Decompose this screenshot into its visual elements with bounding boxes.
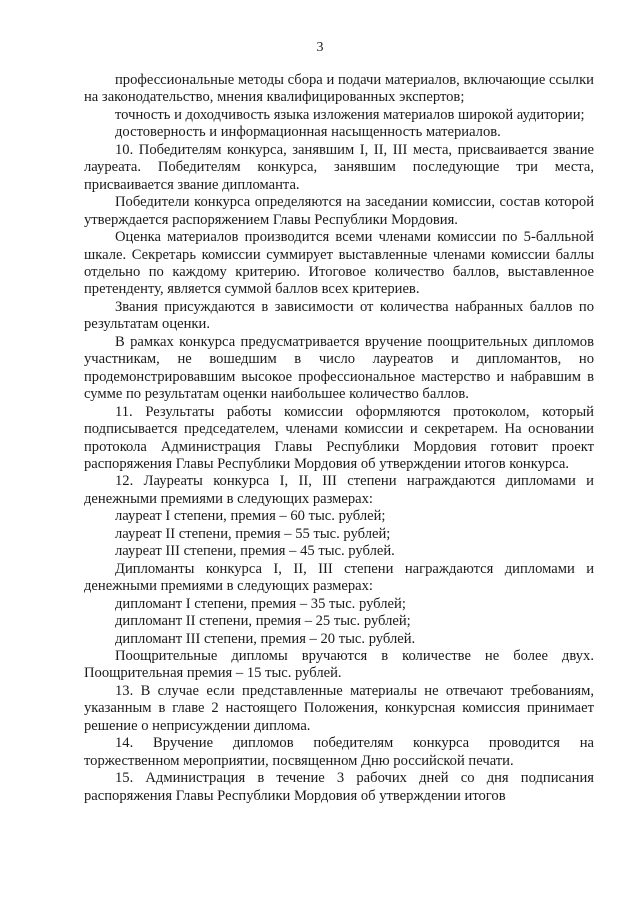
paragraph: достоверность и информационная насыщенность материалов.	[115, 124, 501, 141]
list-item: лауреат II степени, премия – 55 тыс. рублей;	[115, 525, 391, 542]
paragraph: 10. Победителям конкурса, занявшим I, II, III места, присваивается звание лауреата. Победителям конкурса, занявшим последующие три места, присваивается звание дипломанта.	[84, 141, 594, 193]
paragraph: профессиональные методы сбора и подачи материалов, включающие ссылки на законодательство, мнения квалифицированных экспертов;	[84, 72, 594, 106]
paragraph: В рамках конкурса предусматривается вручение поощрительных дипломов участникам, не вошедшим в число лауреатов и дипломантов, но продемонстрировавшим высокое профессиональное мастерство и набравшим в сумме по результатам оценки наибольшее количество баллов.	[84, 333, 594, 403]
paragraph: Дипломанты конкурса I, II, III степени награждаются дипломами и денежными премиями в следующих размерах:	[84, 560, 594, 595]
paragraph: точность и доходчивость языка изложения материалов широкой аудитории;	[115, 106, 585, 123]
paragraph: Звания присуждаются в зависимости от количества набранных баллов по результатам оценки.	[84, 298, 594, 333]
page-number: 3	[316, 40, 324, 55]
paragraph: Оценка материалов производится всеми членами комиссии по 5-балльной шкале. Секретарь комиссии суммирует выставленные членами комиссии баллы отдельно по каждому критерию. Итоговое количество баллов, выставленное претенденту, является суммой баллов всех критериев.	[84, 229, 594, 298]
paragraph: Победители конкурса определяются на заседании комиссии, состав которой утверждается распоряжением Главы Республики Мордовия.	[84, 194, 594, 228]
document-body	[84, 72, 594, 805]
paragraph: 15. Администрация в течение 3 рабочих дней со дня подписания распоряжения Главы Республики Мордовия об утверждении итогов	[84, 770, 594, 804]
list-item: лауреат III степени, премия – 45 тыс. рублей.	[115, 543, 395, 560]
list-item: дипломант III степени, премия – 20 тыс. рублей.	[115, 630, 416, 647]
paragraph: Поощрительные дипломы вручаются в количестве не более двух. Поощрительная премия – 15 тыс. рублей.	[84, 647, 594, 682]
list-item: лауреат I степени, премия – 60 тыс. рублей;	[115, 508, 386, 525]
paragraph: 14. Вручение дипломов победителям конкурса проводится на торжественном мероприятии, посвященном Дню российской печати.	[84, 735, 594, 769]
list-item: дипломант II степени, премия – 25 тыс. рублей;	[115, 613, 411, 630]
paragraph: 11. Результаты работы комиссии оформляются протоколом, который подписывается председателем, членами комиссии и секретарем. На основании протокола Администрация Главы Республики Мордовия готовит проект распоряжения Главы Республики Мордовия об утверждении итогов конкурса.	[84, 403, 594, 472]
list-item: дипломант I степени, премия – 35 тыс. рублей;	[115, 595, 406, 612]
paragraph: 13. В случае если представленные материалы не отвечают требованиям, указанным в главе 2 настоящего Положения, конкурсная комиссия принимает решение о неприсуждении диплома.	[84, 682, 594, 734]
paragraph: 12. Лауреаты конкурса I, II, III степени награждаются дипломами и денежными премиями в следующих размерах:	[84, 473, 594, 507]
